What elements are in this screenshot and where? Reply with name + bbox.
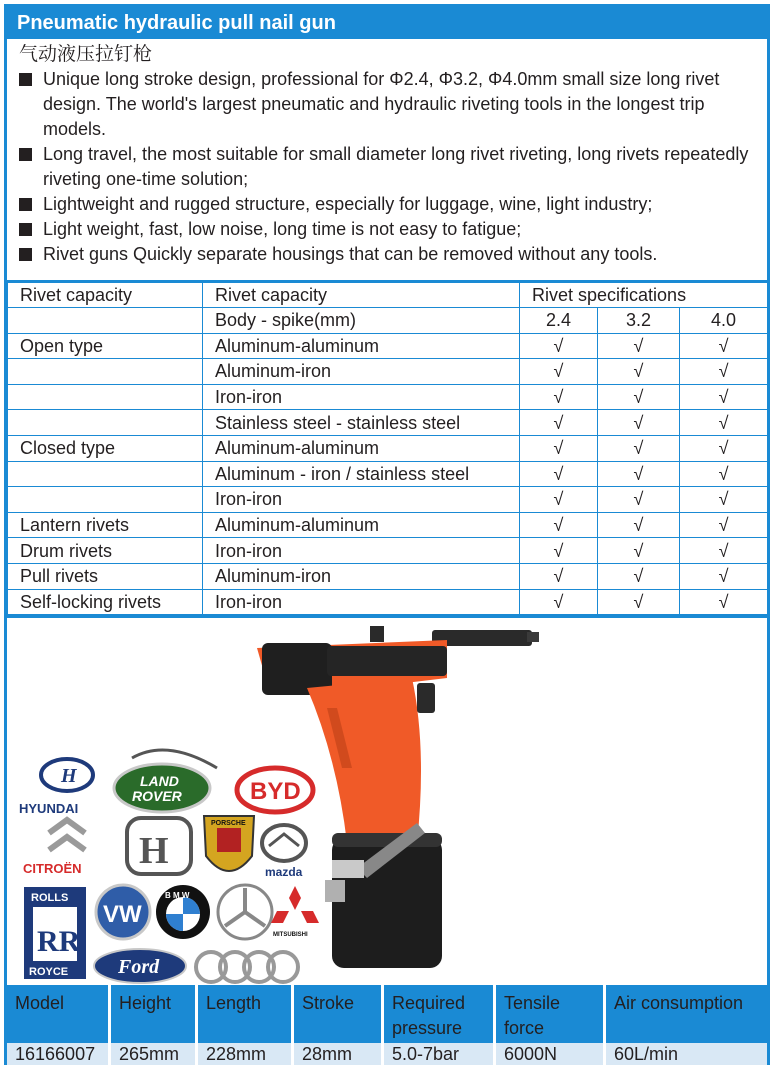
check-mark-cell: √ [520, 487, 598, 513]
feature-item: Long travel, the most suitable for small diameter long rivet riveting, long rivets repeatedly riveting one-time solution; [19, 142, 767, 192]
landrover-logo [114, 750, 217, 812]
rivet-material-cell: Aluminum - iron / stainless steel [203, 461, 520, 487]
mazda-logo [262, 825, 306, 879]
header-rivet-capacity-material: Rivet capacity [203, 282, 520, 308]
rivet-material-cell: Aluminum-iron [203, 359, 520, 385]
landrover-logo-text-1: LAND [140, 773, 179, 789]
rivet-type-cell: Lantern rivets [8, 512, 203, 538]
rolls-logo-text: ROLLS [31, 892, 69, 904]
spec-header-tensile-force: Tensile force [496, 985, 606, 1043]
size-3-2: 3.2 [598, 308, 680, 334]
check-mark-cell: √ [680, 435, 768, 461]
check-mark-cell: √ [680, 333, 768, 359]
check-mark-cell: √ [520, 359, 598, 385]
check-mark-cell: √ [520, 410, 598, 436]
feature-item: Lightweight and rugged structure, especially for luggage, wine, light industry; [19, 192, 767, 217]
citroen-logo-text: CITROËN [23, 861, 82, 876]
header-rivet-specifications: Rivet specifications [520, 282, 768, 308]
check-mark-cell: √ [598, 359, 680, 385]
table-row [8, 384, 768, 410]
honda-logo [127, 818, 191, 874]
rivet-material-cell: Aluminum-iron [203, 563, 520, 589]
product-illustration [7, 618, 767, 985]
feature-item: Unique long stroke design, professional for Φ2.4, Φ3.2, Φ4.0mm small size long rivet design. The world's largest pneumatic and hydraulic riveting tools in the longest trip models. [19, 67, 767, 142]
bullet-square-icon [19, 223, 32, 236]
rivet-material-cell: Aluminum-aluminum [203, 435, 520, 461]
bullet-square-icon [19, 248, 32, 261]
table-row [8, 333, 768, 359]
table-row [8, 410, 768, 436]
product-sheet [4, 4, 770, 1065]
audi-logo [196, 952, 298, 982]
check-mark-cell: √ [520, 563, 598, 589]
specs-value-row [7, 1043, 767, 1065]
check-mark-cell: √ [598, 512, 680, 538]
mazda-logo-text: mazda [265, 865, 303, 879]
table-header-row [8, 282, 768, 308]
rivet-type-cell [8, 461, 203, 487]
check-mark-cell: √ [598, 563, 680, 589]
spec-header-required-pressure: Required pressure [384, 985, 496, 1043]
table-row [8, 563, 768, 589]
chinese-subtitle: 气动液压拉钉枪 [19, 43, 153, 65]
check-mark-cell: √ [680, 487, 768, 513]
hyundai-logo [19, 759, 93, 816]
specs-table [7, 985, 767, 1068]
mitsubishi-logo [271, 886, 319, 938]
hyundai-logo-text: HYUNDAI [19, 801, 79, 816]
svg-text:H: H [61, 765, 77, 787]
table-row [8, 487, 768, 513]
check-mark-cell: √ [598, 435, 680, 461]
rivet-type-cell [8, 359, 203, 385]
bullet-square-icon [19, 198, 32, 211]
spec-value-stroke: 28mm [294, 1043, 384, 1065]
check-mark-cell: √ [520, 461, 598, 487]
table-row [8, 512, 768, 538]
check-mark-cell: √ [680, 384, 768, 410]
size-4-0: 4.0 [680, 308, 768, 334]
size-2-4: 2.4 [520, 308, 598, 334]
rolls-royce-logo [23, 886, 87, 980]
check-mark-cell: √ [598, 487, 680, 513]
spec-header-model: Model [7, 985, 111, 1043]
spec-value-model: 16166007 [7, 1043, 111, 1065]
vw-logo-text: VW [103, 901, 142, 928]
check-mark-cell: √ [680, 359, 768, 385]
volkswagen-logo [96, 885, 150, 939]
check-mark-cell: √ [680, 410, 768, 436]
rivet-material-cell: Stainless steel - stainless steel [203, 410, 520, 436]
check-mark-cell: √ [598, 589, 680, 615]
specs-header-row [7, 985, 767, 1043]
mercedes-logo [218, 885, 272, 939]
check-mark-cell: √ [598, 333, 680, 359]
rivet-material-cell: Aluminum-aluminum [203, 333, 520, 359]
rivet-type-cell: Pull rivets [8, 563, 203, 589]
rivet-capacity-table [7, 280, 768, 615]
svg-text:H: H [139, 830, 169, 872]
royce-logo-text: ROYCE [29, 966, 69, 978]
spec-value-height: 265mm [111, 1043, 198, 1065]
check-mark-cell: √ [680, 538, 768, 564]
check-mark-cell: √ [598, 410, 680, 436]
ford-logo-text: Ford [118, 956, 160, 978]
spec-value-required-pressure: 5.0-7bar [384, 1043, 496, 1065]
bmw-logo [156, 885, 210, 939]
table-row [8, 435, 768, 461]
landrover-logo-text-2: ROVER [132, 788, 182, 804]
spec-header-stroke: Stroke [294, 985, 384, 1043]
check-mark-cell: √ [520, 538, 598, 564]
byd-logo-text: BYD [250, 778, 301, 805]
rivet-material-cell: Iron-iron [203, 487, 520, 513]
bullet-square-icon [19, 148, 32, 161]
table-row [8, 461, 768, 487]
spec-value-tensile-force: 6000N [496, 1043, 606, 1065]
table-row [8, 589, 768, 615]
rr-logo-text: RR [37, 925, 81, 958]
rivet-material-cell: Aluminum-aluminum [203, 512, 520, 538]
rivet-material-cell: Iron-iron [203, 384, 520, 410]
spec-header-air-consumption: Air consumption [606, 985, 767, 1043]
subheader-empty [8, 308, 203, 334]
check-mark-cell: √ [680, 461, 768, 487]
ford-logo [94, 949, 186, 983]
check-mark-cell: √ [520, 384, 598, 410]
subheader-body-spike: Body - spike(mm) [203, 308, 520, 334]
bmw-logo-text: B M W [165, 891, 190, 900]
feature-item: Rivet guns Quickly separate housings that can be removed without any tools. [19, 242, 767, 267]
spec-value-air-consumption: 60L/min [606, 1043, 767, 1065]
byd-logo [237, 768, 313, 812]
check-mark-cell: √ [680, 563, 768, 589]
mitsubishi-logo-text: MITSUBISHI [273, 932, 308, 938]
product-image-area [7, 615, 767, 985]
check-mark-cell: √ [598, 384, 680, 410]
check-mark-cell: √ [598, 538, 680, 564]
check-mark-cell: √ [680, 512, 768, 538]
rivet-type-cell: Closed type [8, 435, 203, 461]
check-mark-cell: √ [598, 461, 680, 487]
table-row [8, 538, 768, 564]
check-mark-cell: √ [680, 589, 768, 615]
check-mark-cell: √ [520, 589, 598, 615]
rivet-material-cell: Iron-iron [203, 589, 520, 615]
spec-header-length: Length [198, 985, 294, 1043]
porsche-logo-text: PORSCHE [211, 820, 246, 827]
table-subheader-row [8, 308, 768, 334]
page-title: Pneumatic hydraulic pull nail gun [7, 7, 767, 39]
description-block [7, 39, 767, 279]
feature-item: Light weight, fast, low noise, long time is not easy to fatigue; [19, 217, 767, 242]
spec-header-height: Height [111, 985, 198, 1043]
rivet-type-cell: Open type [8, 333, 203, 359]
table-row [8, 359, 768, 385]
check-mark-cell: √ [520, 435, 598, 461]
rivet-type-cell: Self-locking rivets [8, 589, 203, 615]
rivet-material-cell: Iron-iron [203, 538, 520, 564]
rivet-type-cell: Drum rivets [8, 538, 203, 564]
check-mark-cell: √ [520, 333, 598, 359]
check-mark-cell: √ [520, 512, 598, 538]
rivet-type-cell [8, 487, 203, 513]
rivet-type-cell [8, 410, 203, 436]
citroen-logo [23, 820, 85, 876]
header-rivet-capacity: Rivet capacity [8, 282, 203, 308]
porsche-logo [204, 816, 254, 871]
rivet-type-cell [8, 384, 203, 410]
spec-value-length: 228mm [198, 1043, 294, 1065]
bullet-square-icon [19, 73, 32, 86]
